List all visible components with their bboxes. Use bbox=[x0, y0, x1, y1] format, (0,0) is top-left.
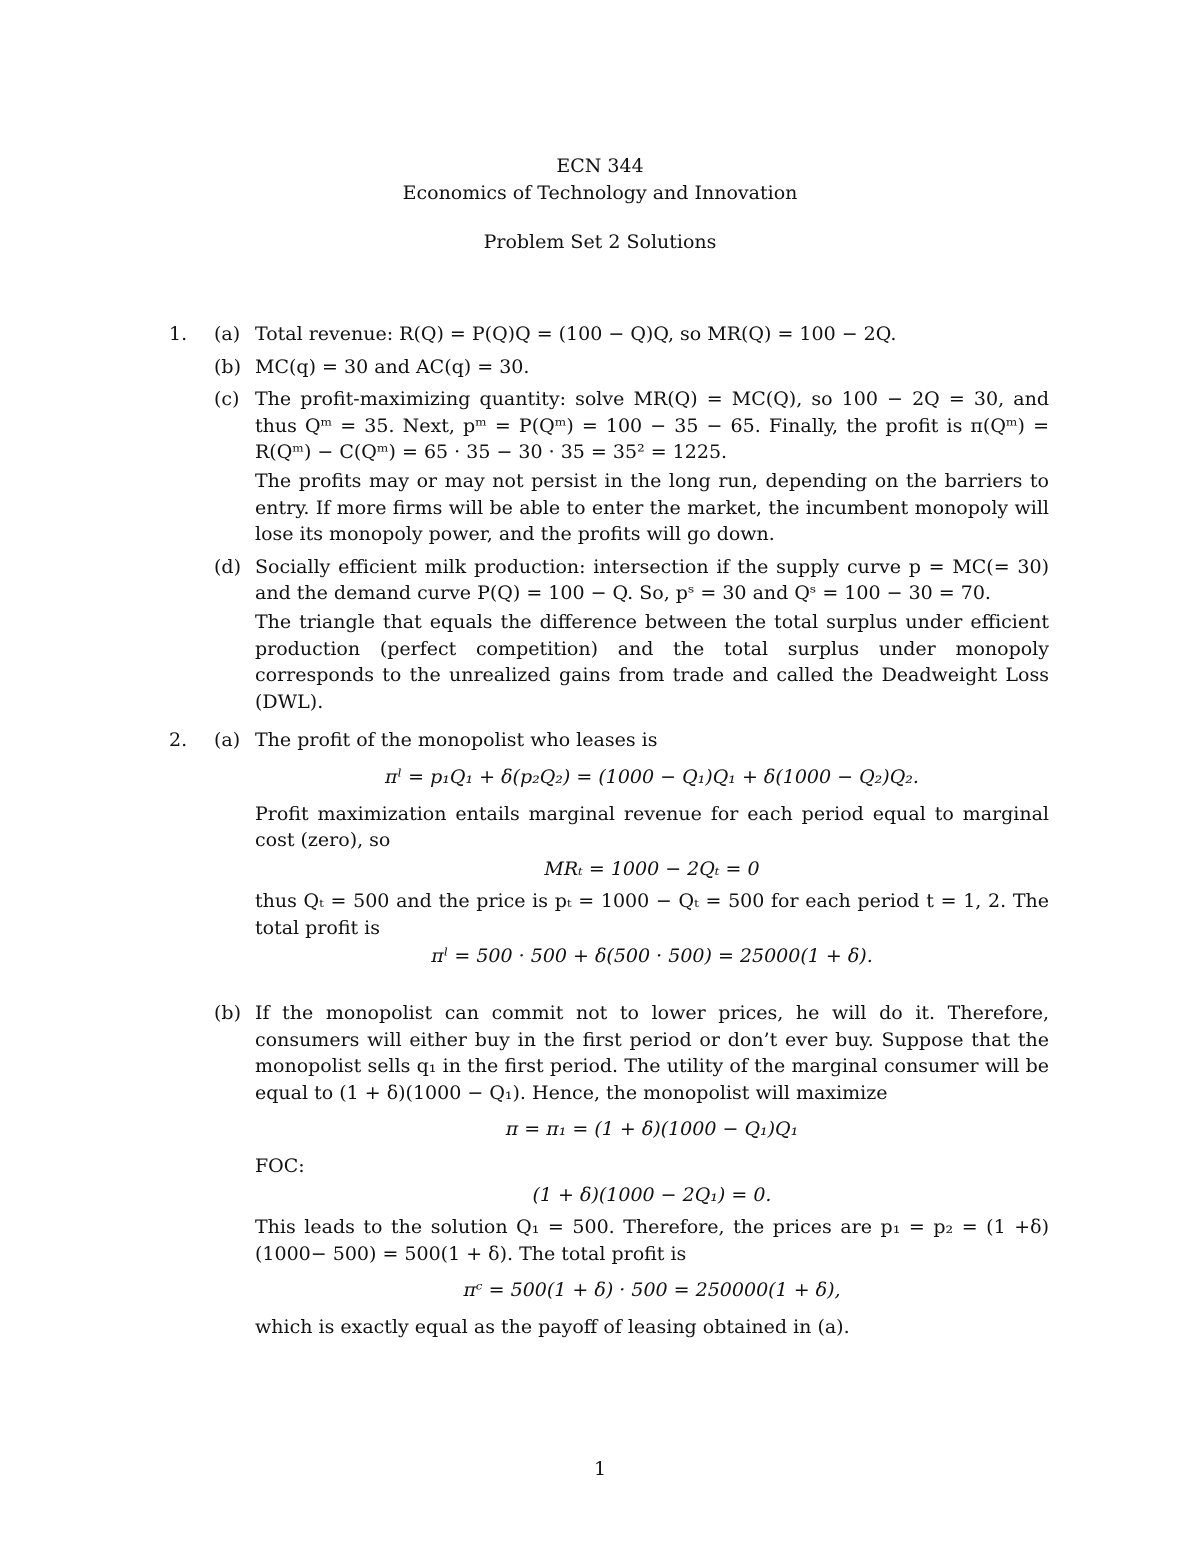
equation: (1 + δ)(1000 − 2Q₁) = 0. bbox=[532, 1183, 772, 1206]
part-label: (c) bbox=[214, 388, 240, 411]
equation: π = π₁ = (1 + δ)(1000 − Q₁)Q₁ bbox=[505, 1118, 799, 1141]
part-text: which is exactly equal as the payoff of leasing obtained in (a). bbox=[255, 1316, 850, 1338]
q2-part-b bbox=[214, 1000, 1049, 1341]
part-text: The profit of the monopolist who leases is bbox=[255, 729, 658, 752]
equation: πᶜ = 500(1 + δ) · 500 = 250000(1 + δ), bbox=[463, 1279, 841, 1302]
part-text: Total revenue: R(Q) = P(Q)Q = (100 − Q)Q, so MR(Q) = 100 − 2Q. bbox=[255, 323, 897, 345]
part-label: (a) bbox=[214, 729, 241, 752]
solutions-body bbox=[169, 321, 1049, 1341]
equation: MRₜ = 1000 − 2Qₜ = 0 bbox=[544, 857, 760, 880]
part-text: The profits may or may not persist in the long run, depending on the barriers to entry. If more firms will be able to enter the market, the incumbent monopoly will lose its monopoly power, and the profits will go down. bbox=[255, 469, 1049, 546]
part-label: (d) bbox=[214, 555, 241, 578]
q2-part-a bbox=[214, 727, 1049, 970]
part-label: (b) bbox=[214, 355, 241, 378]
part-text: The triangle that equals the difference between the total surplus under efficient production (perfect competition) and the total surplus under monopoly corresponds to the unrealized gains from trade and called the Deadweight Loss (DWL). bbox=[255, 610, 1049, 713]
part-text: FOC: bbox=[255, 1155, 305, 1178]
part-text: Profit maximization entails marginal revenue for each period equal to marginal cost (zero), so bbox=[255, 802, 1049, 852]
course-code: ECN 344 bbox=[556, 155, 644, 177]
part-text: If the monopolist can commit not to lower prices, he will do it. Therefore, consumers will either buy in the first period or don’t ever buy. Suppose that the monopolist sells q₁ in the first period. The utility of the marginal consumer will be equal to (1 + δ)(1000 − Q₁). Hence, the monopolist will maximize bbox=[255, 1002, 1049, 1104]
part-label: (b) bbox=[214, 1002, 241, 1025]
part-text: Socially efficient milk production: intersection if the supply curve p = MC(= 30) and the demand curve P(Q) = 100 − Q. So, pˢ = 30 and Qˢ = 100 − 30 = 70. bbox=[255, 555, 1049, 605]
course-title: Economics of Technology and Innovation bbox=[402, 182, 798, 204]
q1-part-a bbox=[214, 321, 1049, 348]
question-2 bbox=[169, 727, 1049, 1340]
part-label: (a) bbox=[214, 323, 241, 345]
q1-part-b bbox=[214, 354, 1049, 381]
equation: πˡ = p₁Q₁ + δ(p₂Q₂) = (1000 − Q₁)Q₁ + δ(1000 − Q₂)Q₂. bbox=[385, 765, 919, 788]
part-text: thus Qₜ = 500 and the price is pₜ = 1000 − Qₜ = 500 for each period t = 1, 2. The total profit is bbox=[255, 890, 1049, 939]
q1-part-c bbox=[214, 386, 1049, 548]
document-title: Problem Set 2 Solutions bbox=[483, 231, 717, 253]
question-number: 1. bbox=[169, 323, 188, 345]
question-1 bbox=[169, 321, 1049, 715]
q1-part-d bbox=[214, 554, 1049, 716]
document-header bbox=[0, 153, 1200, 256]
part-text: MC(q) = 30 and AC(q) = 30. bbox=[255, 355, 530, 378]
part-text: The profit-maximizing quantity: solve MR(Q) = MC(Q), so 100 − 2Q = 30, and thus Qᵐ = 35. Next, pᵐ = P(Qᵐ) = 100 − 35 − 65. Finally, the profit is π(Qᵐ) = R(Qᵐ) − C(Qᵐ) = 65 · 35 − 30 · 35 = 35² = 1225. bbox=[255, 388, 1049, 464]
question-number: 2. bbox=[169, 729, 188, 752]
header-spacer bbox=[0, 207, 1200, 229]
page-number: 1 bbox=[593, 1458, 607, 1480]
equation: πˡ = 500 · 500 + δ(500 · 500) = 25000(1 + δ). bbox=[431, 945, 873, 968]
part-text: This leads to the solution Q₁ = 500. Therefore, the prices are p₁ = p₂ = (1 +δ)(1000− 500) = 500(1 + δ). The total profit is bbox=[255, 1216, 1049, 1265]
